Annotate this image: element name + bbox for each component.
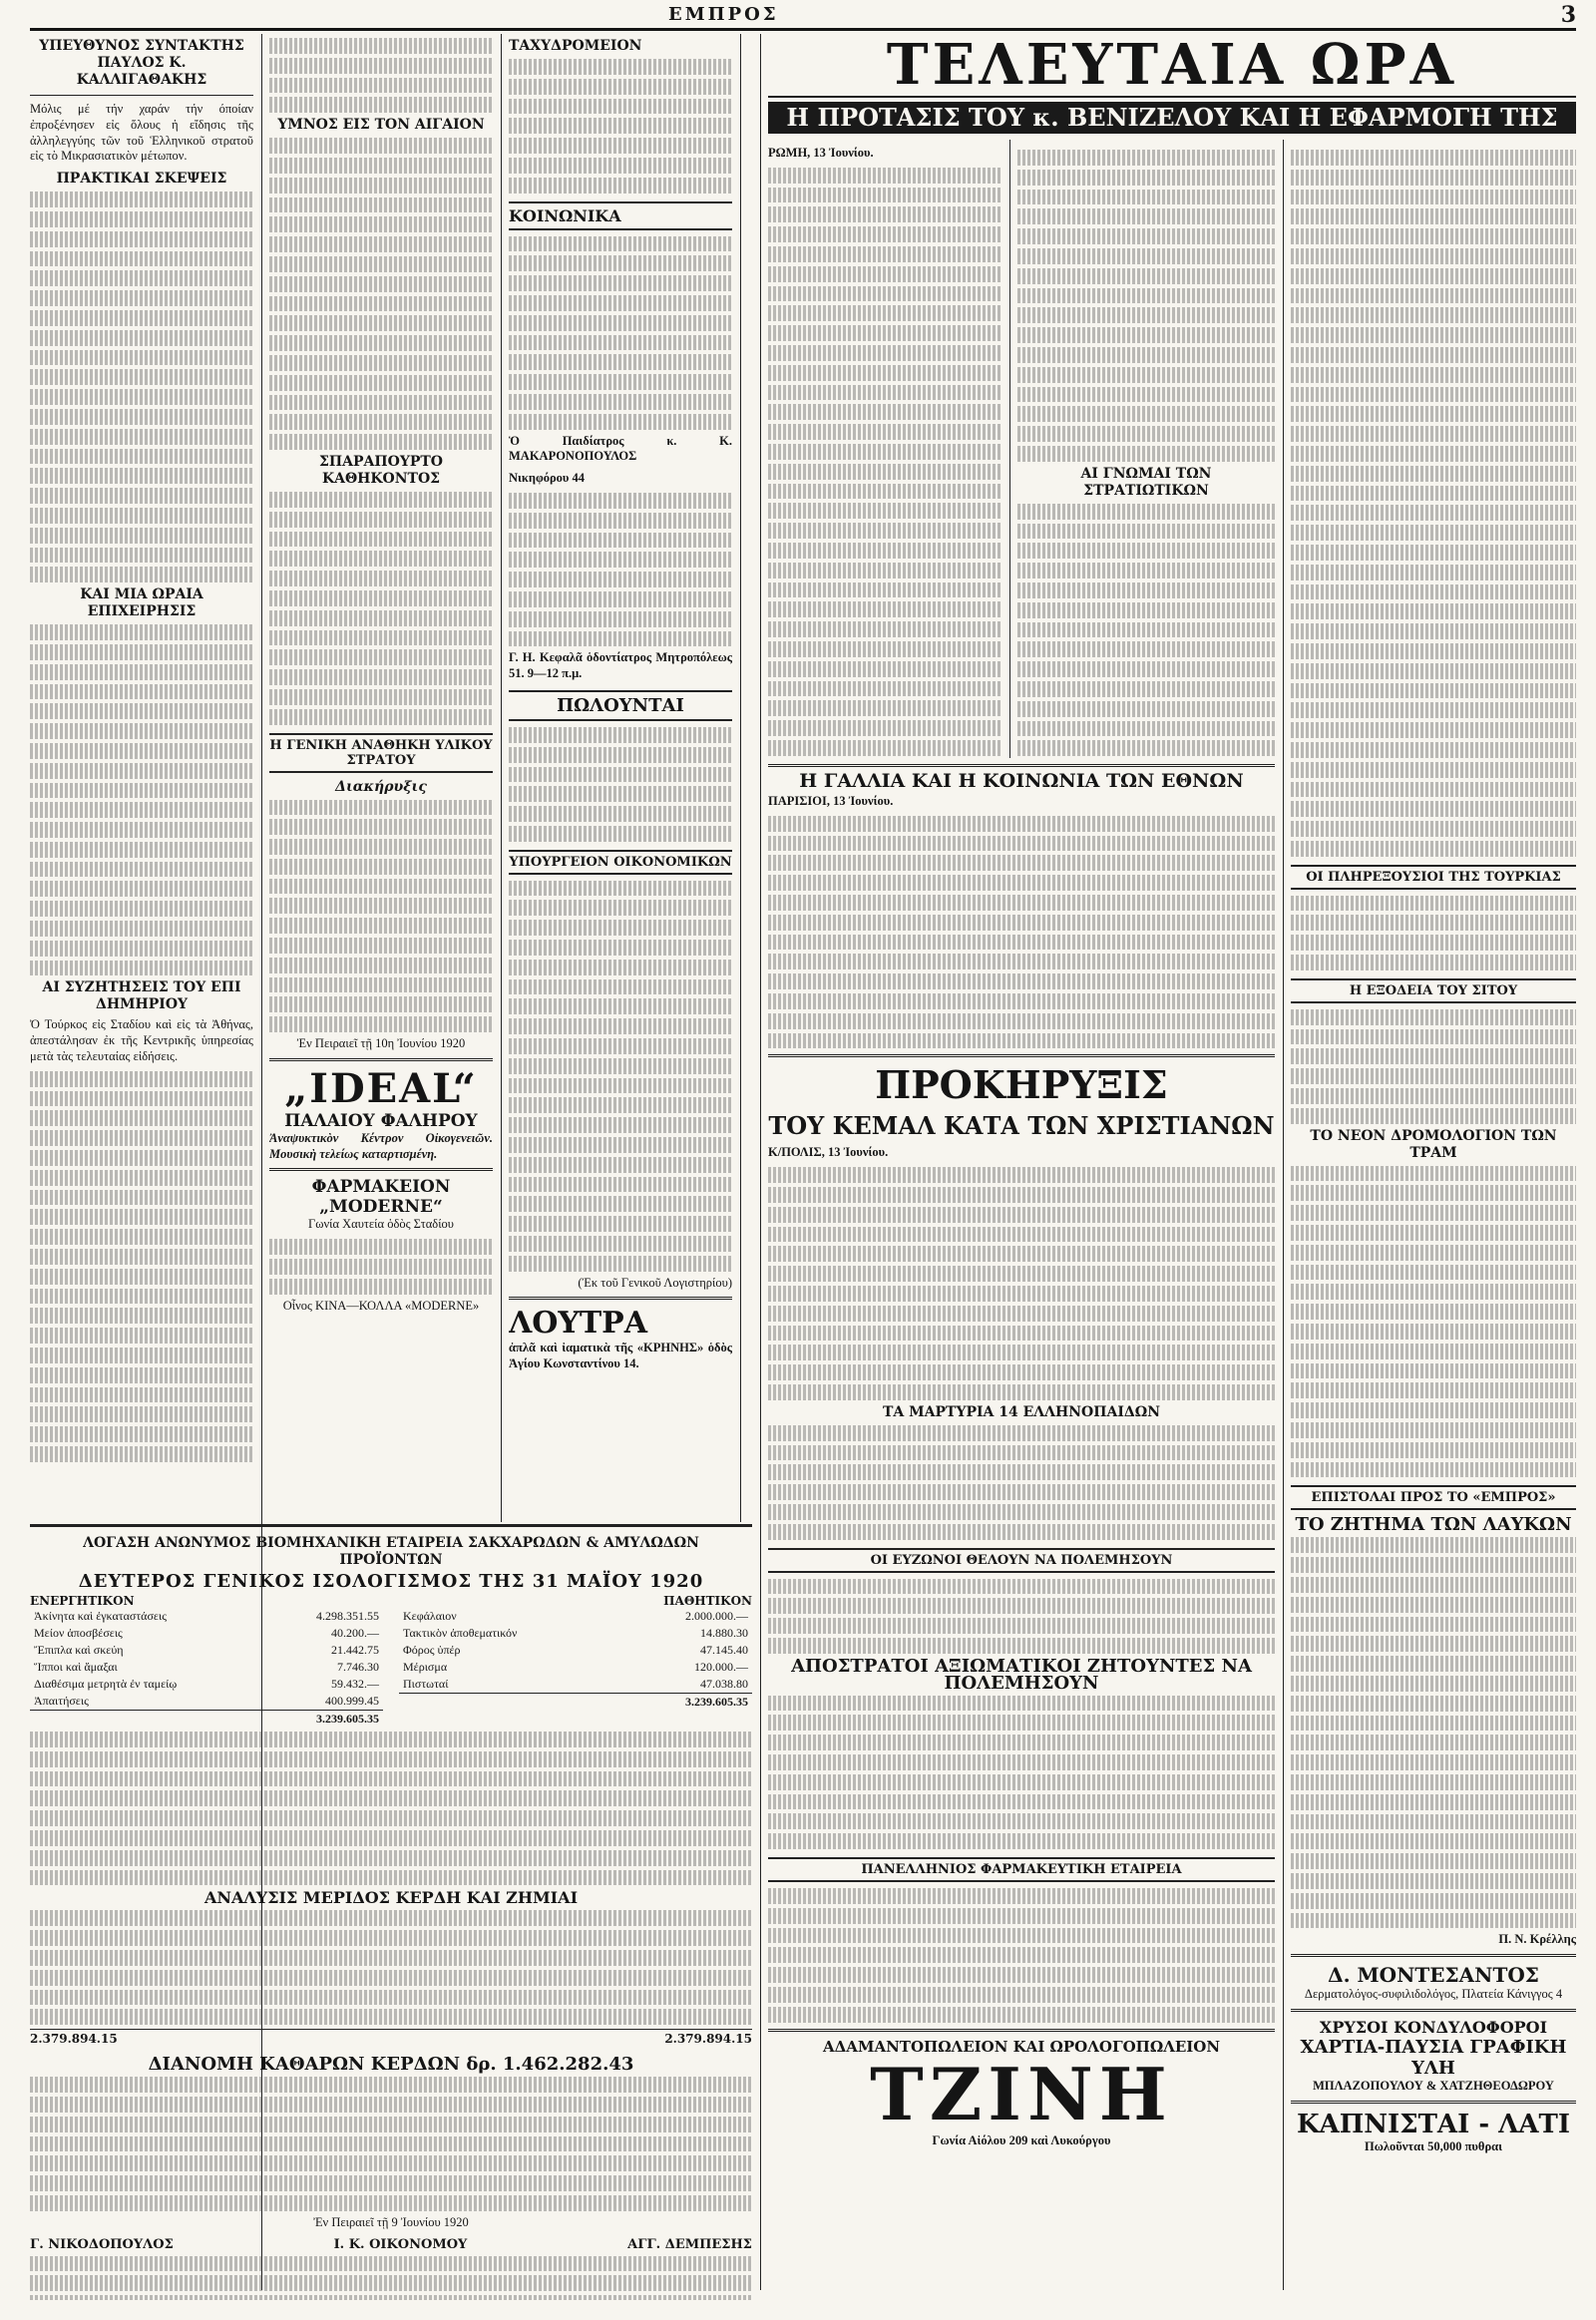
banner-title: ΤΕΛΕΥΤΑΙΑ ΩΡΑ	[768, 34, 1576, 98]
table-row: Διαθέσιμα μετρητὰ ἐν ταμείῳ 59.432.—	[34, 1677, 379, 1691]
doctor-ad: Ὁ Παιδίατρος κ. Κ. ΜΑΚΑΡΟΝΟΠΟΥΛΟΣ	[509, 433, 732, 464]
right-lower-block	[768, 758, 1275, 2300]
section-heading: ΠΡΑΚΤΙΚΑΙ ΣΚΕΨΕΙΣ	[56, 171, 227, 188]
byline: ΥΠΕΥΘΥΝΟΣ ΣΥΝΤΑΚΤΗΣ ΠΑΥΛΟΣ Κ. ΚΑΛΛΙΓΑΘΑΚΗΣ	[39, 38, 244, 88]
latest-news-banner	[768, 34, 1576, 144]
table-row: Ἵπποι καὶ ἅμαξαι 7.746.30	[34, 1660, 379, 1674]
sub-total-left: 2.379.894.15	[30, 2032, 118, 2047]
headline-officers: ΑΠΟΣΤΡΑΤΟΙ ΑΞΙΩΜΑΤΙΚΟΙ ΖΗΤΟΥΝΤΕΣ ΝΑ ΠΟΛΕΜΗΣΟΥΝ	[791, 1655, 1252, 1694]
signature: Γ. ΝΙΚΟΔΟΠΟΥΛΟΣ	[30, 2236, 174, 2252]
section-heading: ΠΩΛΟΥΝΤΑΙ	[509, 690, 732, 721]
article-paragraph: Μόλις μέ τήν χαράν τήν όποίαν ἐπροξένησεν εἰς ὅλους ἡ εἴδησις τῆς ἀλληλεγγύης τῶν τοῦ Ἑλληνικοῦ στρατοῦ εἰς τὸ Μικρασιατικὸν μέτωπον.	[30, 102, 253, 164]
balance-subtitle: ΑΝΑΛΥΣΙΣ ΜΕΡΙΔΟΣ ΚΕΡΔΗ ΚΑΙ ΖΗΜΙΑΙ	[203, 1888, 579, 1908]
table-row: Μέρισμα 120.000.—	[403, 1660, 748, 1674]
dateline: ΡΩΜΗ, 13 Ἰουνίου.	[768, 146, 874, 160]
balance-sheet	[30, 1524, 752, 2300]
table-row: 3.239.605.35	[399, 1694, 752, 1712]
masthead-title: ΕΜΠΡΟΣ	[668, 4, 779, 25]
section-heading: ΟΙ ΠΛΗΡΕΞΟΥΣΙΟΙ ΤΗΣ ΤΟΥΡΚΙΑΣ	[1291, 865, 1576, 890]
section-heading: ΕΠΙΣΤΟΛΑΙ ΠΡΟΣ ΤΟ «ΕΜΠΡΟΣ»	[1291, 1485, 1576, 1510]
dateline: Κ/ΠΟΛΙΣ, 13 Ἰουνίου.	[768, 1145, 889, 1160]
notice-date: Ἐν Πειραιεῖ τῇ 10η Ἰουνίου 1920	[296, 1036, 466, 1051]
table-row: Ἔπιπλα καὶ σκεύη 21.442.75	[34, 1643, 379, 1657]
balance-date: Ἐν Πειραιεῖ τῇ 9 Ἰουνίου 1920	[313, 2214, 469, 2229]
ad-jewelry-name: ΤΖΙΝΗ	[870, 2051, 1173, 2136]
ad-montesantos: Δ. ΜΟΝΤΕΣΑΝΤΟΣ	[1328, 1963, 1539, 1988]
balance-company: ΛΟΓΑΣΗ ΑΝΩΝΥΜΟΣ ΒΙΟΜΗΧΑΝΙΚΗ ΕΤΑΙΡΕΙΑ ΣΑΚΧΑΡΩΔΩΝ & ΑΜΥΛΩΔΩΝ ΠΡΟΪΟΝΤΩΝ	[83, 1535, 699, 1568]
ad-paper-firm: ΜΠΛΑΖΟΠΟΥΛΟΥ & ΧΑΤΖΗΘΕΟΔΩΡΟΥ	[1313, 2078, 1554, 2093]
headline-venizelos: Η ΠΡΟΤΑΣΙΣ ΤΟΥ κ. ΒΕΝΙΖΕΛΟΥ ΚΑΙ Η ΕΦΑΡΜΟΓΗ ΤΗΣ	[768, 102, 1576, 134]
ministry-signature: (Ἐκ τοῦ Γενικοῦ Λογιστηρίου)	[578, 1275, 732, 1290]
ad-loutra-text: ἀπλᾶ καὶ ἰαματικὰ τῆς «ΚΡΗΝΗΣ» ὁδὸς Ἁγίου Κωνσταντίνου 14.	[509, 1341, 732, 1371]
masthead	[30, 2, 1576, 31]
doctor-address: Νικηφόρου 44	[509, 471, 586, 486]
column-rule	[1283, 140, 1284, 2290]
ad-ideal-title: „IDEAL“	[284, 1064, 478, 1112]
table-row: Πιστωταί 47.038.80	[403, 1677, 748, 1691]
ad-ideal-text: Ἀναψυκτικὸν Κέντρον Οἰκογενειῶν. Μουσικὴ τελείως καταρτισμένη.	[269, 1130, 493, 1161]
article-paragraph: Ὀ Τούρκος εἰς Σταδίου καὶ εἰς τὰ Ἀθήνας, ἀπεστάλησαν ἐκ τῆς Κεντρικῆς ὑπηρεσίας μετὰ τὰς τελευταίας εἰδήσεις.	[30, 1017, 253, 1064]
signature: ΑΓΓ. ΔΕΜΠΕΣΗΣ	[627, 2236, 752, 2252]
section-heading: ΟΙ ΕΥΖΩΝΟΙ ΘΕΛΟΥΝ ΝΑ ΠΟΛΕΜΗΣΟΥΝ	[768, 1548, 1275, 1573]
ad-pharmacy-address: Γωνία Χαυτεία ὁδὸς Σταδίου	[308, 1217, 454, 1232]
ad-tobacco-text: Πωλοῦνται 50,000 πυθραι	[1365, 2138, 1502, 2153]
dateline: ΠΑΡΙΣΙΟΙ, 13 Ἰουνίου.	[768, 794, 894, 808]
column-1	[30, 34, 253, 1522]
column-3	[509, 34, 732, 1522]
table-row: Κεφάλαιον 2.000.000.—	[403, 1609, 748, 1623]
column-rule	[501, 34, 502, 1522]
headline-kemal: ΤΟΥ ΚΕΜΑΛ ΚΑΤΑ ΤΩΝ ΧΡΙΣΤΙΑΝΩΝ	[768, 1111, 1275, 1141]
column-rule	[760, 34, 761, 2290]
dividend-title: ΔΙΑΝΟΜΗ ΚΑΘΑΡΩΝ ΚΕΡΔΩΝ δρ. 1.462.282.43	[148, 2054, 634, 2076]
headline-gallia: Η ΓΑΛΛΙΑ ΚΑΙ Η ΚΟΙΝΩΝΙΑ ΤΩΝ ΕΘΝΩΝ	[799, 770, 1244, 792]
notice-heading: Η ΓΕΝΙΚΗ ΑΝΑΘΗΚΗ ΥΛΙΚΟΥ ΣΤΡΑΤΟΥ	[269, 733, 493, 773]
ad-loutra-title: ΛΟΥΤΡΑ	[509, 1306, 647, 1342]
section-heading: ΤΟ ΖΗΤΗΜΑ ΤΩΝ ΛΑΥΚΩΝ	[1295, 1514, 1572, 1536]
section-heading: ΚΟΙΝΩΝΙΚΑ	[509, 201, 732, 230]
section-heading: ΣΠΑΡΑΠΟΥΡΤΟ ΚΑΘΗΚΟΝΤΟΣ	[319, 453, 443, 487]
section-heading: ΑΙ ΓΝΩΜΑΙ ΤΩΝ ΣΤΡΑΤΙΩΤΙΚΩΝ	[1080, 465, 1212, 499]
section-heading: ΚΑΙ ΜΙΑ ΩΡΑΙΑ ΕΠΙΧΕΙΡΗΣΙΣ	[80, 586, 203, 620]
table-row: Ἀκίνητα καὶ ἐγκαταστάσεις 4.298.351.55	[34, 1609, 379, 1623]
balance-title: ΔΕΥΤΕΡΟΣ ΓΕΝΙΚΟΣ ΙΣΟΛΟΓΙΣΜΟΣ ΤΗΣ 31 ΜΑΪΟΥ 1920	[78, 1571, 704, 1592]
column-rule	[740, 34, 741, 1522]
table-row: Μείον ἀποσβέσεις 40.200.—	[34, 1626, 379, 1640]
table-row: Τακτικὸν ἀποθεματικόν 14.880.30	[403, 1626, 748, 1640]
table-row: Φόρος ὑπέρ 47.145.40	[403, 1643, 748, 1657]
active-table	[30, 1608, 383, 1728]
ad-ideal-subtitle: ΠΑΛΑΙΟΥ ΦΑΛΗΡΟΥ	[284, 1110, 478, 1131]
ad-pharmacy-title: ΦΑΡΜΑΚΕΙΟΝ „MODERNE“	[311, 1177, 451, 1218]
signature: Ι. Κ. ΟΙΚΟΝΟΜΟΥ	[333, 2236, 468, 2252]
ad-pens: ΧΡΥΣΟΙ ΚΟΝΔΥΛΟΦΟΡΟΙ	[1319, 2017, 1548, 2037]
headline-proclamation: ΠΡΟΚΗΡΥΞΙΣ	[875, 1062, 1168, 1108]
page-number: 3	[1560, 2, 1576, 28]
section-heading: Η ΕΞΟΔΕΙΑ ΤΟΥ ΣΙΤΟΥ	[1291, 978, 1576, 1003]
section-heading: ΤΑ ΜΑΡΤΥΡΙΑ 14 ΕΛΛΗΝΟΠΑΙΔΩΝ	[883, 1403, 1160, 1420]
notice-title: Διακήρυξις	[335, 778, 427, 795]
ad-montesantos-text: Δερματολόγος-συφιλιδολόγος, Πλατεία Κάνιγγος 4	[1304, 1987, 1563, 2002]
ad-tobacco-title: ΚΑΠΝΙΣΤΑΙ - ΛΑΤΙ	[1296, 2109, 1571, 2139]
column-2	[269, 34, 493, 1522]
table-row: Ἀπαιτήσεις 400.999.45	[34, 1694, 379, 1708]
column-right-c	[1291, 146, 1576, 2300]
ad-pharmacy-text: Οἶνος ΚΙΝΑ—ΚΟΛΛΑ «MODERNE»	[282, 1298, 480, 1313]
sub-total-right: 2.379.894.15	[664, 2032, 752, 2047]
section-heading: ΥΠΟΥΡΓΕΙΟΝ ΟΙΚΟΝΟΜΙΚΩΝ	[509, 850, 732, 875]
section-heading: ΤΟ ΝΕΟΝ ΔΡΟΜΟΛΟΓΙΟΝ ΤΩΝ ΤΡΑΜ	[1310, 1127, 1557, 1161]
dentist-ad: Γ. Η. Κεφαλᾶ ὁδοντίατρος Μητροπόλεως 51. 9—12 π.μ.	[509, 650, 732, 681]
ad-paper: ΧΑΡΤΙΑ-ΠΑΥΣΙΑ ΓΡΑΦΙΚΗ ΥΛΗ	[1300, 2036, 1567, 2079]
letter-signature: Π. Ν. Κρέλλης	[1498, 1932, 1576, 1947]
active-label: ΕΝΕΡΓΗΤΙΚΟΝ	[30, 1594, 135, 1608]
ad-jewelry-address: Γωνία Αἰόλου 209 καὶ Λυκούργου	[932, 2132, 1111, 2147]
section-heading: ΤΑΧΥΔΡΟΜΕΙΟΝ	[509, 38, 642, 54]
passive-table	[399, 1608, 752, 1711]
section-heading: ΑΙ ΣΥΖΗΤΗΣΕΙΣ ΤΟΥ ΕΠΙ ΔΗΜΗΡΙΟΥ	[42, 979, 241, 1013]
section-heading: ΠΑΝΕΛΛΗΝΙΟΣ ΦΑΡΜΑΚΕΥΤΙΚΗ ΕΤΑΙΡΕΙΑ	[768, 1857, 1275, 1882]
section-heading: ΥΜΝΟΣ ΕΙΣ ΤΟΝ ΑΙΓΑΙΟΝ	[277, 117, 485, 134]
ad-jewelry: ΑΔΑΜΑΝΤΟΠΩΛΕΙΟΝ ΚΑΙ ΩΡΟΛΟΓΟΠΩΛΕΙΟΝ	[822, 2037, 1221, 2056]
passive-label: ΠΑΘΗΤΙΚΟΝ	[663, 1594, 752, 1608]
table-row: 3.239.605.35	[30, 1711, 383, 1729]
